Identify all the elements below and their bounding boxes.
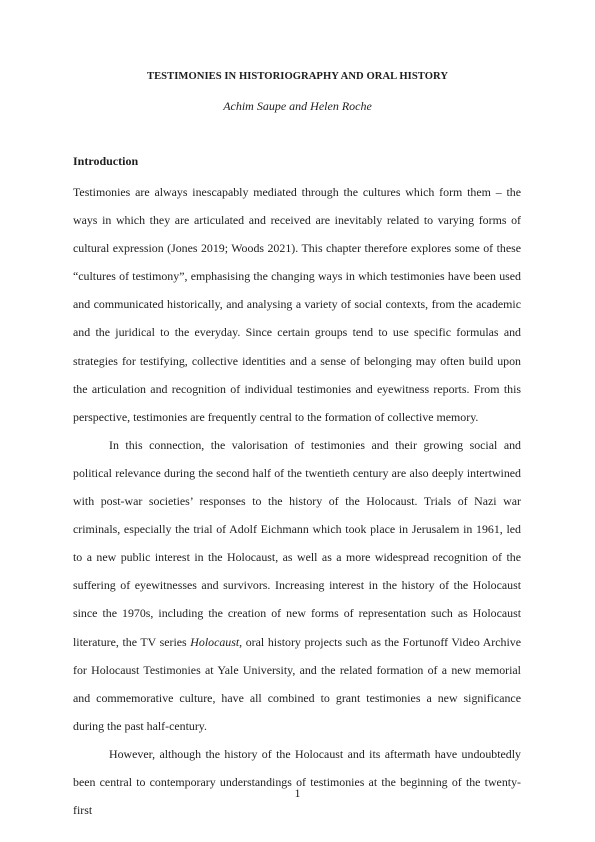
section-heading: Introduction bbox=[73, 154, 139, 168]
body-text bbox=[73, 178, 521, 824]
paragraph bbox=[73, 178, 521, 431]
paragraph-text: However, although the history of the Holocaust and its aftermath have undoubtedly been central to contemporary understandings of testimonies at the beginning of the twenty-first bbox=[73, 746, 521, 818]
page-number: 1 bbox=[294, 786, 301, 800]
italic-title: Holocaust bbox=[190, 634, 240, 649]
paragraph bbox=[73, 431, 521, 740]
paragraph bbox=[73, 740, 521, 824]
paragraph-text: In this connection, the valorisation of testimonies and their growing social and political relevance during the second half of the twentieth century are also deeply intertwined with post-war societies’ responses to the history of the Holocaust. Trials of Nazi war criminals, especially the trial of Adolf Eichmann which took place in Jerusalem in 1961, led to a new public interest in the Holocaust, as well as a more widespread recognition of the suffering of eyewitnesses and survivors. Increasing interest in the history of the Holocaust since the 1970s, including the creation of new forms of representation such as Holocaust literature, the TV series bbox=[73, 437, 521, 649]
paragraph-text: , oral history projects such as the Fortunoff Video Archive for Holocaust Testimonies at Yale University, and the related formation of a new memorial and commemorative culture, have all combined to grant testimonies a new significance during the past half-century. bbox=[73, 634, 521, 733]
document-authors: Achim Saupe and Helen Roche bbox=[223, 99, 372, 113]
paragraph-text: Testimonies are always inescapably mediated through the cultures which form them – the ways in which they are articulated and received are inevitably related to varying forms of cultural expression (Jones 2019; Woods 2021). This chapter therefore explores some of these “cultures of testimony”, emphasising the changing ways in which testimonies have been used and communicated historically, and analysing a variety of social contexts, from the academic and the juridical to the everyday. Since certain groups tend to use specific formulas and strategies for testifying, collective identities and a sense of belonging may often build upon the articulation and recognition of individual testimonies and eyewitness reports. From this perspective, testimonies are frequently central to the formation of collective memory. bbox=[73, 185, 521, 424]
document-title: TESTIMONIES IN HISTORIOGRAPHY AND ORAL HISTORY bbox=[146, 71, 449, 82]
